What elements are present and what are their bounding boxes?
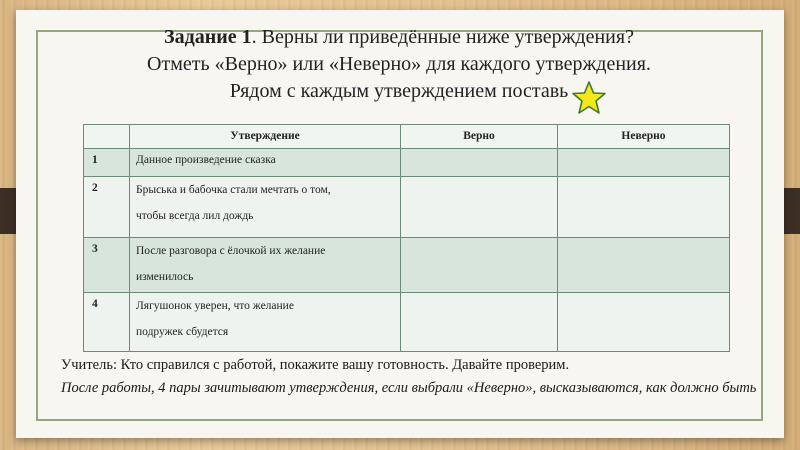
table-row [84,149,730,177]
header-statement: Утверждение [130,125,401,149]
table-row [84,293,730,352]
statement-cell [130,238,401,293]
star-icon [571,80,607,116]
statement-text-line-2: чтобы всегда лил дождь [136,210,254,222]
table-header-row [84,125,730,149]
teacher-instruction: Учитель: Кто справился с работой, покажите вашу готовность. Давайте проверим. [61,357,570,373]
row-number: 4 [84,293,130,352]
statements-table [83,124,730,352]
task-label: Задание 1 [164,26,252,48]
statement-cell [130,149,401,177]
statement-text-line-2: подружек сбудется [136,326,229,338]
statement-text-line-1: Лягушонок уверен, что желание [136,300,294,312]
row-number: 2 [84,177,130,238]
header-verno: Верно [401,125,558,149]
statement-cell [130,177,401,238]
slide-card [16,10,784,438]
heading-line-3: Рядом с каждым утверждением поставь [229,80,569,102]
statement-cell [130,293,401,352]
row-number: 1 [84,149,130,177]
heading-line-2: Отметь «Верно» или «Неверно» для каждого утверждения. [147,53,651,75]
neverno-cell[interactable] [558,177,730,238]
header-neverno: Неверно [558,125,730,149]
row-number: 3 [84,238,130,293]
table-row [84,238,730,293]
verno-cell[interactable] [401,149,558,177]
neverno-cell[interactable] [558,293,730,352]
task-question: . Верны ли приведённые ниже утверждения? [251,26,634,48]
table-row [84,177,730,238]
verno-cell[interactable] [401,177,558,238]
verno-cell[interactable] [401,293,558,352]
statement-text-line-1: После разговора с ёлочкой их желание [136,245,326,257]
teacher-note: После работы, 4 пары зачитывают утверждения, если выбрали «Неверно», высказываются, как должно быть [61,380,757,396]
header-num [84,125,130,149]
statement-text-line-1: Брыська и бабочка стали мечтать о том, [136,184,331,196]
task-heading [16,24,782,105]
neverno-cell[interactable] [558,149,730,177]
heading-line-1 [16,24,782,51]
statement-text: Данное произведение сказка [136,154,276,166]
statement-text-line-2: изменилось [136,271,194,283]
neverno-cell[interactable] [558,238,730,293]
verno-cell[interactable] [401,238,558,293]
